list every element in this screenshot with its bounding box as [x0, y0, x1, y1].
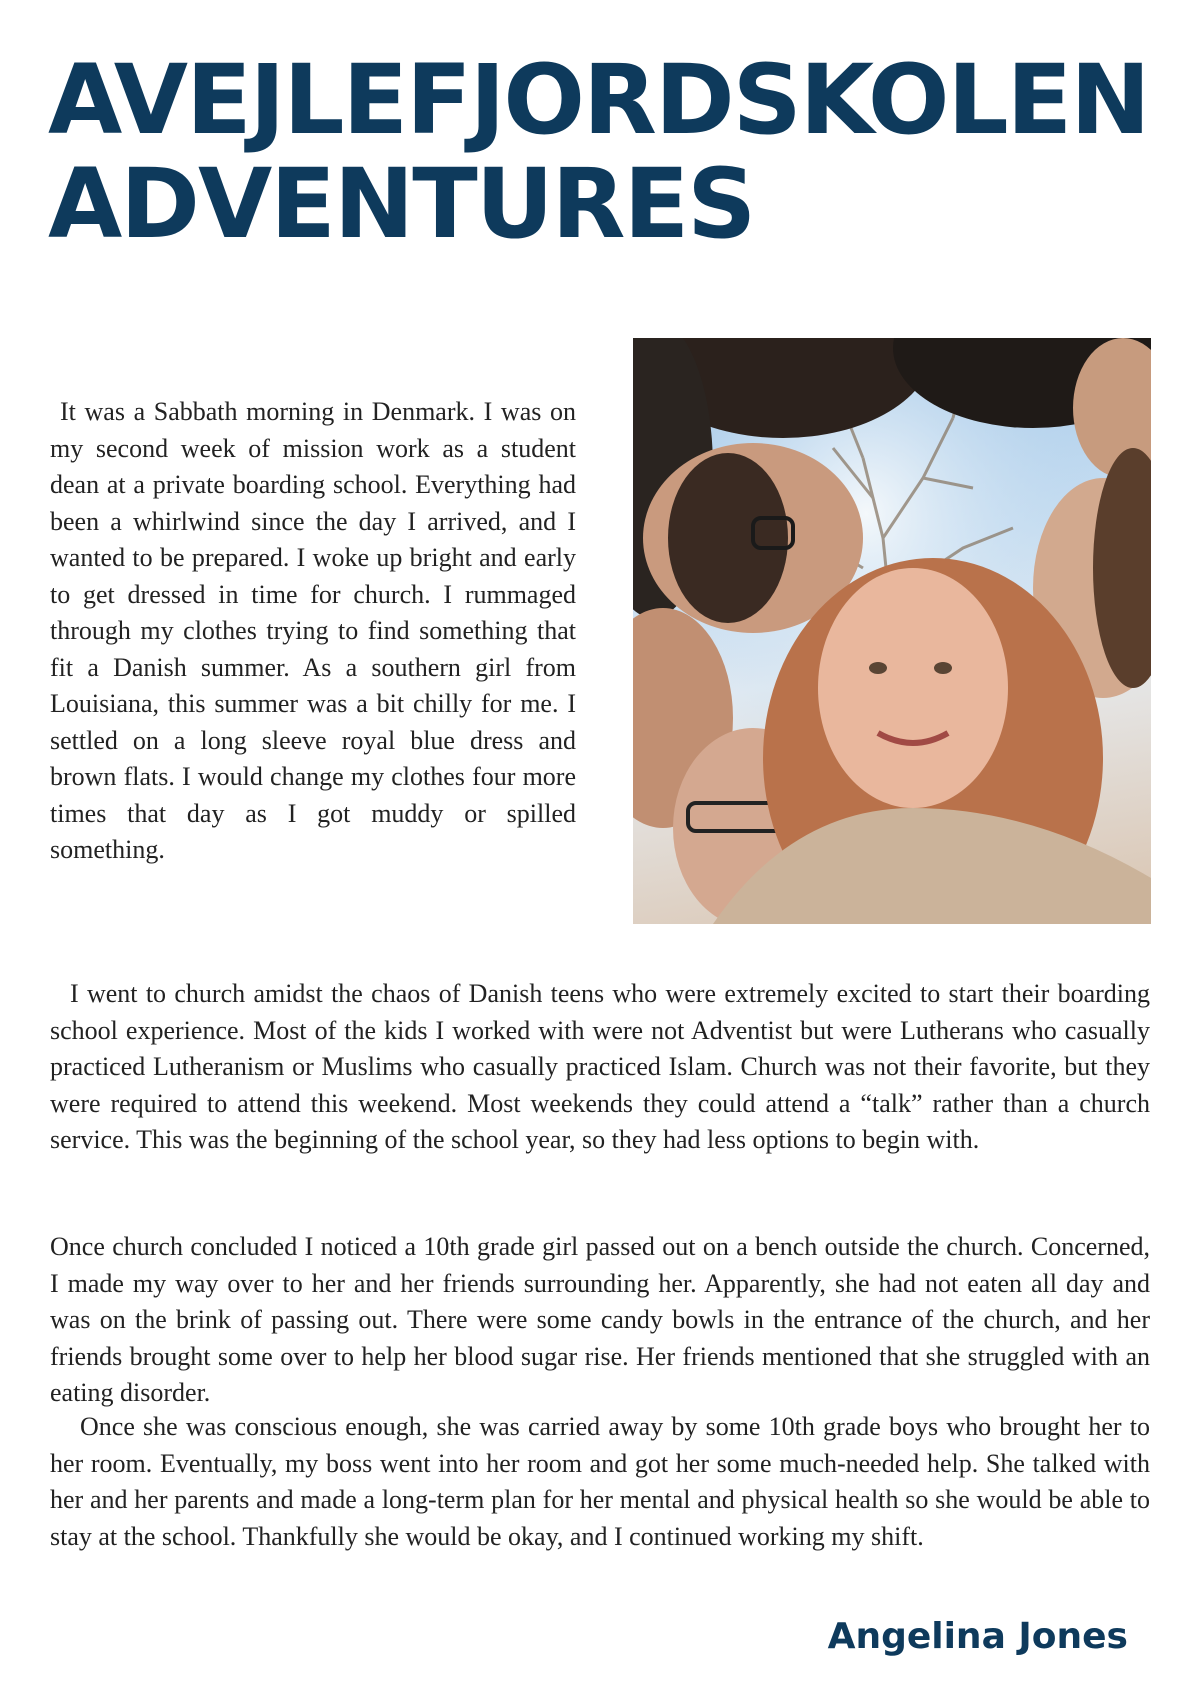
paragraph-1: It was a Sabbath morning in Denmark. I was on my second week of mission work as a student dean at a private boarding school. Everything had been a whirlwind since the day I arrived, and I wanted to be prepared. I woke up bright and early to get dressed in time for church. I rummaged through my clothes trying to find something that fit a Danish summer. As a southern girl from Louisiana, this summer was a bit chilly for me. I settled on a long sleeve royal blue dress and brown flats. I would change my clothes four more times that day as I got muddy or spilled something.	[50, 397, 576, 864]
author-byline: Angelina Jones	[827, 1616, 1128, 1657]
paragraph-3: Once church concluded I noticed a 10th grade girl passed out on a bench outside the church. Concerned, I made my way over to her and her friends surrounding her. Apparently, she had not eaten all day and was on the brink of passing out. There were some candy bowls in the entrance of the church, and her friends brought some over to help her blood sugar rise. Her friends mentioned that she struggled with an eating disorder.	[50, 1232, 1150, 1407]
eye-right	[934, 662, 952, 674]
group-selfie-photo	[633, 338, 1151, 924]
article-title	[48, 44, 1149, 260]
paragraph-4: Once she was conscious enough, she was carried away by some 10th grade boys who brought her to her room. Eventually, my boss went into her room and got her some much-needed help. She talked with her and her parents and made a long-term plan for her mental and physical health so she would be able to stay at the school. Thankfully she would be okay, and I continued working my shift.	[50, 1412, 1150, 1551]
beard	[668, 453, 788, 623]
photo-illustration	[633, 338, 1151, 924]
title-line-1: AVEJLEFJORDSKOLEN	[48, 44, 1149, 156]
paragraph-2: I went to church amidst the chaos of Danish teens who were extremely excited to start their boarding school experience. Most of the kids I worked with were not Adventist but were Lutherans who casually practiced Lutheranism or Muslims who casually practiced Islam. Church was not their favorite, but they were required to attend this weekend. Most weekends they could attend a “talk” rather than a church service. This was the beginning of the school year, so they had less options to begin with.	[50, 979, 1150, 1154]
title-line-2: ADVENTURES	[48, 148, 755, 260]
eye-left	[869, 662, 887, 674]
face-main	[818, 568, 1008, 808]
